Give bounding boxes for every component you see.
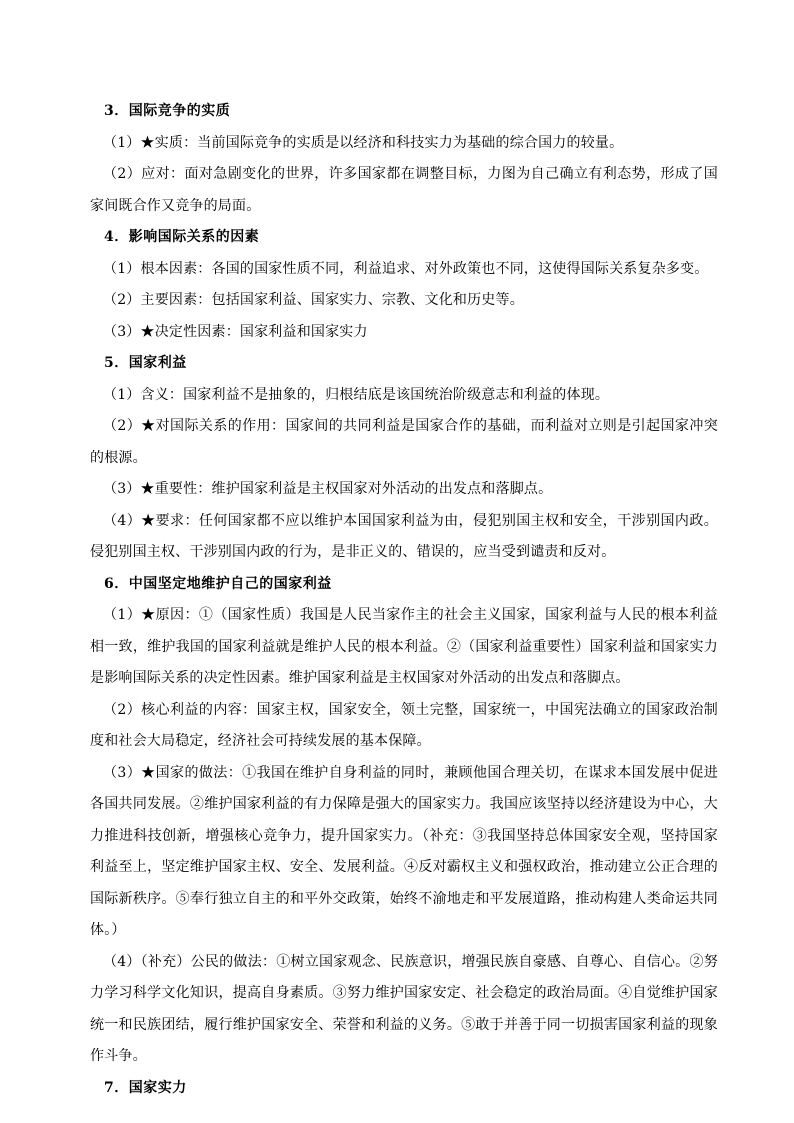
section-national-interest <box>90 348 718 569</box>
list-item: （3）★国家的做法：①我国在维护自身利益的同时，兼顾他国合理关切，在谋求本国发展中促进各国共同发展。②维护国家利益的有力保障是强大的国家实力。我国应该坚持以经济建设为中心，大力推进科技创新，增强核心竞争力，提升国家实力。（补充：③我国坚持总体国家安全观，坚持国家利益至上，坚定维护国家主权、安全、发展利益。④反对霸权主义和强权政治，推动建立公正合理的国际新秩序。⑤奉行独立自主的和平外交政策，始终不渝地走和平发展道路，推动构建人类命运共同体。） <box>90 764 718 938</box>
list-item: （1）★实质：当前国际竞争的实质是以经济和科技实力为基础的综合国力的较量。 <box>103 134 624 151</box>
list-item: （1）★原因：①（国家性质）我国是人民当家作主的社会主义国家，国家利益与人民的根本利益相一致，维护我国的国家利益就是维护人民的根本利益。②（国家利益重要性）国家利益和国家实力是影响国际关系的决定性因素。维护国家利益是主权国家对外活动的出发点和落脚点。 <box>90 607 718 686</box>
section-international-relations-factors <box>90 222 718 348</box>
section-heading: 4．影响国际关系的因素 <box>104 229 260 245</box>
section-international-competition <box>90 96 718 222</box>
list-item: （4）★要求：任何国家都不应以维护本国国家利益为由，侵犯别国主权和安全，干涉别国内政。侵犯别国主权、干涉别国内政的行为，是非正义的、错误的，应当受到谴责和反对。 <box>90 512 718 560</box>
list-item: （1）根本因素：各国的国家性质不同，利益追求、对外政策也不同，这使得国际关系复杂多变。 <box>103 260 709 277</box>
list-item: （3）★重要性：维护国家利益是主权国家对外活动的出发点和落脚点。 <box>103 481 553 497</box>
section-china-national-interest <box>90 569 718 1073</box>
section-heading: 3．国际竞争的实质 <box>104 103 231 119</box>
list-item: （3）★决定性因素：国家利益和国家实力 <box>103 323 368 340</box>
list-item: （2）★对国际关系的作用：国家间的共同利益是国家合作的基础，而利益对立则是引起国家冲突的根源。 <box>90 418 718 466</box>
section-heading: 7．国家实力 <box>104 1079 187 1096</box>
section-heading: 6．中国坚定地维护自己的国家利益 <box>104 575 332 592</box>
list-item: （2）核心利益的内容：国家主权，国家安全，领土完整，国家统一，中国宪法确立的国家政治制度和社会大局稳定，经济社会可持续发展的基本保障。 <box>90 701 718 749</box>
list-item: （4）（补充）公民的做法：①树立国家观念、民族意识，增强民族自豪感、自尊心、自信心。②努力学习科学文化知识，提高自身素质。③努力维护国家安定、社会稳定的政治局面。④自觉维护国家统一和民族团结，履行维护国家安全、荣誉和利益的义务。⑤敢于并善于同一切损害国家利益的现象作斗争。 <box>90 953 718 1064</box>
list-item: （2）应对：面对急剧变化的世界，许多国家都在调整目标，力图为自己确立有利态势，形成了国家间既合作又竞争的局面。 <box>90 166 718 214</box>
list-item: （1）含义：国家利益不是抽象的，归根结底是该国统治阶级意志和利益的体现。 <box>103 386 610 403</box>
list-item: （2）主要因素：包括国家利益、国家实力、宗教、文化和历史等。 <box>103 292 524 308</box>
section-national-strength <box>90 1073 718 1105</box>
section-heading: 5．国家利益 <box>104 355 187 371</box>
